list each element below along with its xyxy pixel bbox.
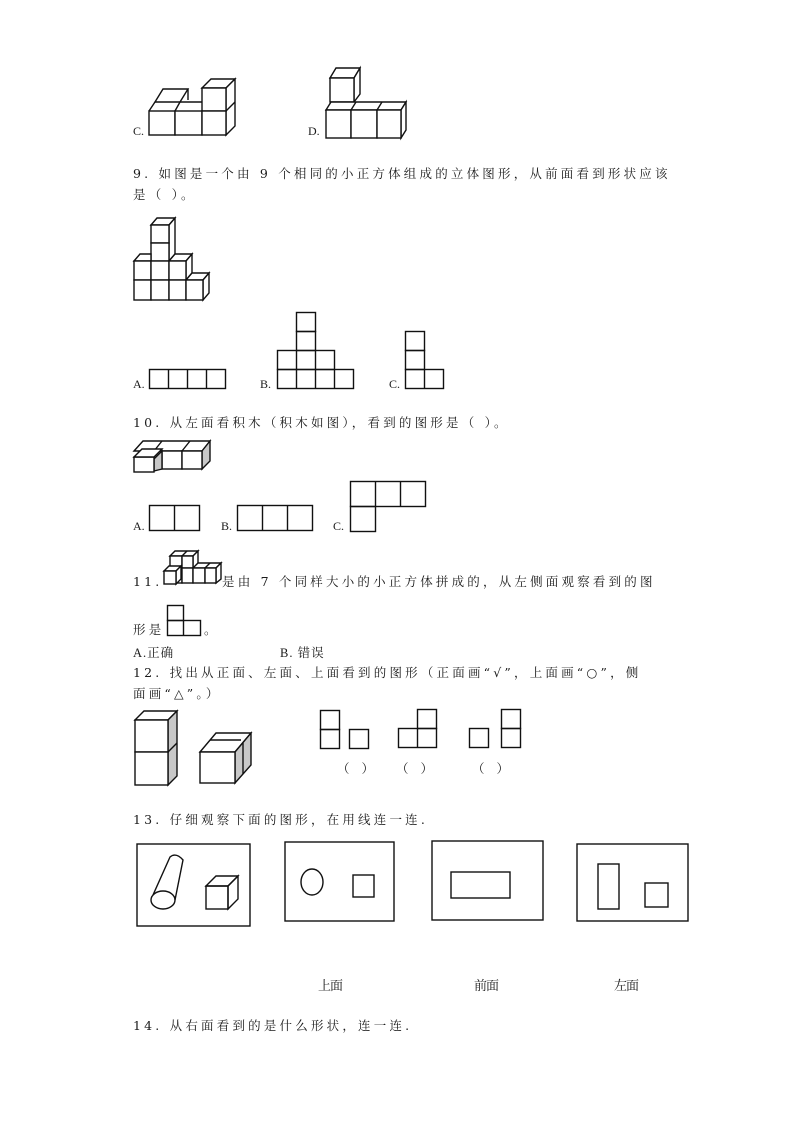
view-panel-rectangle[interactable] [431,840,545,922]
option-b-label[interactable]: B. [260,377,272,391]
option-c-label[interactable]: C. [333,519,345,533]
option-b-grid-figure [277,312,355,390]
option-b-label[interactable]: B. [221,519,233,533]
option-c-grid-figure [350,481,427,533]
question-9-cube-figure [134,216,224,302]
question-14-text: 14. 从右面看到的是什么形状，连一连. [133,1018,413,1033]
question-11-cube-figure [164,549,224,585]
option-c-grid-figure [405,331,445,391]
label-top-view: 上面 [318,979,343,994]
question-11-number: 11. [133,574,163,589]
question-12-tall-cube-figure [134,709,180,787]
option-a-grid-figure [149,369,227,389]
answer-blank-2[interactable]: （ ） [396,761,437,776]
question-11-text-line1: 是由 7 个同样大小的小正方体拼成的，从左侧面观察看到的图 [222,574,656,589]
question-12-text-line1: 12. 找出从正面、左面、上面看到的图形（正面画“√”，上面画“○”，侧 [133,665,642,680]
option-b-grid-figure [237,505,314,532]
question-12-text-line2: 面画“△”。） [133,686,222,701]
answer-blank-1[interactable]: （ ） [337,761,378,776]
view-pair-1-figure [320,710,372,750]
question-13-text: 13. 仔细观察下面的图形，在用线连一连. [133,812,429,827]
view-pair-2-figure [398,709,438,749]
question-11-text-line2: 形是 [133,622,165,637]
view-pair-3-figure [469,709,524,749]
answer-blank-3[interactable]: （ ） [472,761,513,776]
label-left-view: 左面 [614,979,639,994]
label-front-view: 前面 [474,979,499,994]
option-b-wrong[interactable]: B. 错误 [280,646,325,660]
option-c-label[interactable]: C. [389,377,401,391]
option-a-label[interactable]: A. [133,377,145,391]
question-12-wide-cube-figure [199,731,255,787]
view-panel-circle-square[interactable] [284,841,396,923]
option-a-grid-figure [149,505,201,532]
option-d-label[interactable]: D. [308,124,320,138]
question-9-text-line2: 是（ ）。 [133,187,197,202]
option-a-correct[interactable]: A.正确 [133,646,175,660]
option-d-cube-figure [324,64,414,139]
option-c-cube-figure [145,78,245,138]
question-10-text: 10. 从左面看积木（积木如图），看到的图形是（ ）。 [133,415,510,430]
question-11-left-view-figure [167,605,203,637]
question-11-period: 。 [204,622,220,637]
question-10-block-figure [134,439,214,473]
solid-shapes-panel[interactable] [136,842,252,928]
option-c-label[interactable]: C. [133,124,145,138]
question-9-text-line1: 9. 如图是一个由 9 个相同的小正方体组成的立体图形，从前面看到形状应该 [133,166,671,181]
option-a-label[interactable]: A. [133,519,145,533]
view-panel-tall-rect-square[interactable] [576,843,690,923]
